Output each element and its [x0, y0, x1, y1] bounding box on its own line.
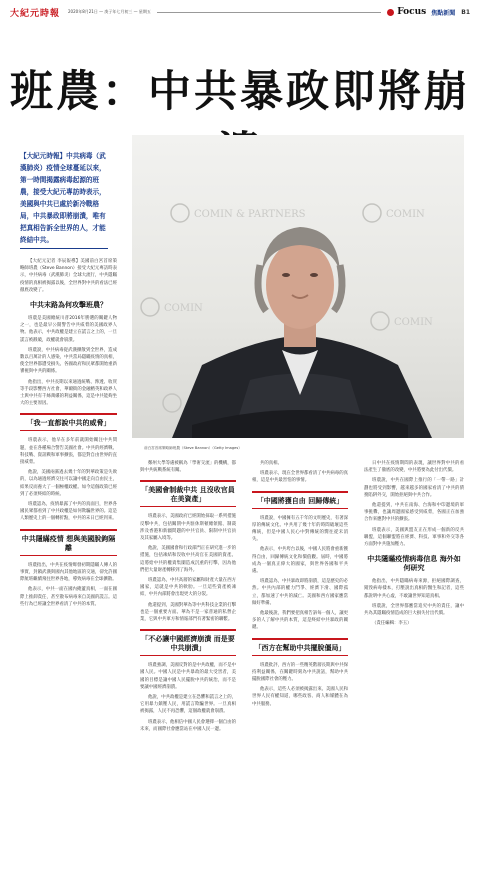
body-paragraph: 班農表示，他相信中國人民會選擇一個自由的未來，而國際社會應當站在中國人民一邊。	[140, 719, 236, 732]
body-paragraph: 班農說，中共病毒從武漢擴散到全世界，造成數以百萬計的人感染，中共當局隱瞞疫情的真相，使全世界都遭受損失。各國政府和民眾都開始重新審視與中共的關係。	[20, 347, 117, 375]
body-paragraph: 班農表示，現在全世界都看清了中共病毒的真相，這是中共最害怕的事情。	[252, 471, 348, 484]
section-heading: 「不必讓中國經濟崩潰 而是要中共崩潰」	[140, 629, 236, 656]
body-paragraph: 共的真相。	[260, 461, 282, 466]
article-column-4	[364, 460, 464, 858]
section-heading: 「我一直都說中共的威脅」	[20, 413, 117, 431]
body-paragraph: 他說，中共政權是建立在恐懼和謊言之上的，它用暴力鎮壓人民，用謊言欺騙世界。一旦真相被揭露，人民不再恐懼，這個政權就會崩潰。	[140, 695, 236, 715]
body-paragraph: 他還提到，美國對華為等中共科技企業的打擊也是一個重要方面。華為不是一家普通的私營企業，它與中共軍方和情報部門有著緊密的聯繫。	[140, 602, 236, 623]
masthead	[10, 4, 470, 20]
body-paragraph: 他說，美國國會和行政部門正在研究進一步的措施，包括凍結和沒收中共高官在美國的資產。這將給中共的權貴集團造成沉重的打擊，因為他們把大量財產轉移到了海外。	[140, 546, 236, 573]
body-paragraph: 班農指出，中共在疫情爆發初期隱瞞人傳人的事實，封鎖武漢與國內其他地區的交通，卻允許國際航班繼續飛往世界各地，導致病毒在全球擴散。	[20, 562, 117, 583]
svg-text:COMIN: COMIN	[164, 303, 203, 314]
body-paragraph: 他說，美國兩黨過去幾十年的對華政策是失敗的，以為通過經濟交往可以讓中國走向自由民主，結果反而養大了一個極權政權。如今這個政策已經到了必須終結的時候。	[20, 470, 117, 497]
body-paragraph: 班農說，中共在國際上推行的「一帶一路」計劃也將受到影響，越來越多的國家看清了中共的債務陷阱外交，開始拒絕與中共合作。	[364, 478, 464, 498]
focus-label: Focus	[397, 7, 427, 17]
svg-text:COMIN: COMIN	[386, 209, 425, 220]
photo-caption: 前白宮首席策略師班農（Steve Bannon）（Getty Images）	[144, 446, 242, 450]
body-paragraph: 他指出，中共長期以來通過統戰、滲透、收買等手段影響西方社會，華爾街的金融精英和政界人士與中共有千絲萬縷的利益關係，這是中共能夠坐大的主要原因。	[20, 379, 117, 407]
section-label: 焦點新聞	[431, 9, 456, 17]
page-number: B1	[461, 8, 470, 16]
body-paragraph: 他表示，中共垮台以後，中國人民將會重新獲得自由，回歸傳統文化和價值觀。屆時，中國將成為一個真正偉大的國家，與世界各國和平共處。	[252, 547, 348, 575]
newspaper-logo: 大紀元時報	[10, 8, 61, 19]
section-heading: 「中國將獲自由 回歸傳統」	[252, 491, 348, 509]
body-paragraph: 他還提到，中共在南海、台海和中印邊境的軍事挑釁，也讓周邊國家感受到威脅，各國正在加強合作來應對中共的擴張。	[364, 503, 464, 523]
body-paragraph: 班農表示，美國政府已經開始採取一系列措施反擊中共，包括關閉中共駐休斯頓總領館、制裁涉及香港和新疆問題的中共官員、限制中共官員及其家屬入境等。	[140, 514, 236, 542]
body-paragraph: 他表示，這些人必須被揭露出來。美國人民和世界人民有權知道，哪些政客、商人和媒體在為中共服務。	[252, 687, 348, 707]
masthead-rule	[157, 12, 381, 13]
body-paragraph: 班農說，中國擁有五千年的文明歷史，有著深厚的傳統文化。中共用了幾十年的時間破壞這些傳統，但是中國人民心中對傳統的嚮往從未消失。	[252, 515, 348, 543]
body-paragraph: 班農認為，中共暴政即將崩潰，這是歷史的必然。中共內部的權力鬥爭、經濟下滑、國際孤立，都加速了中共的滅亡。美國和西方國家應當做好準備。	[252, 579, 348, 606]
body-paragraph: 班農強調，美國反對的是中共政權，而不是中國人民。中國人民是中共暴政的最大受害者，美國的目標是讓中國人民擺脫中共的統治，而不是要讓中國經濟崩潰。	[140, 663, 236, 690]
section-heading: 中共末路為何攻擊班農？	[30, 300, 107, 310]
body-paragraph: 班農表示，美國與盟友正在形成一個新的反共聯盟，這個聯盟將在經濟、科技、軍事和外交等各方面對中共施加壓力。	[364, 527, 464, 548]
article-column-3	[252, 460, 348, 858]
section-heading: 「美國會制裁中共 且沒收官員在美資產」	[140, 480, 236, 507]
body-paragraph: 他指出，中共隱瞞病毒來源，拒絕國際調查，銷毀病毒樣本，打壓說出真相的醫生和記者，這些都說明中共心虛，不敢讓世界知道真相。	[364, 579, 464, 599]
body-paragraph: （責任編輯：李玉）	[372, 621, 412, 627]
section-heading: 中共隱瞞疫情 想與美國脫鉤隔離	[20, 529, 117, 556]
red-dot-icon	[387, 9, 394, 16]
body-paragraph: 班農批評，西方的一些精英階層長期與中共保持利益關係，在關鍵時刻為中共說話，幫助中共擺脫國際社會的壓力。	[252, 662, 348, 683]
body-paragraph: 鄭州大學等處被稱為「學術交流」的機構，都與中共統戰系統有關。	[140, 461, 236, 474]
body-paragraph: 【大紀元記者 李辰報導】美國前白宮首席策略師班農（Steve Bannon）接受大紀元專訪時表示，中共病毒（武漢肺炎）全球大流行，中共隱瞞疫情的真相被揭露以後，全世界對中共的看法已經徹底改變了。	[20, 259, 117, 293]
article-column-1	[20, 258, 117, 858]
lead-paragraph: 【大紀元時報】中共病毒（武漢肺炎）疫情全球蔓延以來，第一時間揭露病毒起源的班農，接受大紀元專訪時表示，美國與中共已處於新冷戰格局，中共暴政即將崩潰，唯有把真相告訴全世界的人，才能終結中共。	[20, 152, 106, 244]
body-paragraph: 班農認為，疫情暴露了中共的真面目，世界各國民眾都看到了中共政權是如何欺騙世界的。這是人類歷史上的一個轉折點，中共的末日已經到來。	[20, 502, 117, 522]
body-paragraph: 班農認為，中共高層的家屬和財產大量在西方國家，這就是中共的軟肋。一旦這些資產被凍結，中共內部將會出現更大的分裂。	[140, 578, 236, 598]
body-paragraph: 班農表示，他早在多年前就開始關注中共問題，並在各種場合警告美國社會。中共的經濟戰、科技戰、資訊戰和軍事擴張，都是對自由世界的直接威脅。	[20, 438, 117, 466]
body-paragraph: 班農是美國總統川普2016年勝選的關鍵人物之一，也是最早公開警告中共威脅的美國政界人物。他表示，中共政權是建立在謊言之上的，一旦謊言被戳破，政權就會崩潰。	[20, 316, 117, 343]
lead-rule	[20, 248, 108, 249]
bannon-photo	[132, 135, 464, 438]
section-heading: 「西方在幫助中共擺脫僵局」	[252, 638, 348, 656]
section-heading: 中共隱瞞疫情病毒信息 海外如何研究	[367, 554, 461, 573]
svg-text:COMIN & PARTNERS: COMIN & PARTNERS	[194, 209, 306, 220]
body-paragraph: 日中共在疫情期間的表現，讓世界對中共的看法產生了徹底的改變，中共將要為此付出代價。	[364, 461, 464, 474]
issue-date: 2020年8月21日 — 庚子年七月初三 — 星期五	[68, 9, 151, 14]
article-column-2	[140, 460, 236, 858]
headline: 班農：中共暴政即將崩	[10, 67, 470, 117]
svg-text:COMIN: COMIN	[394, 317, 433, 328]
body-paragraph: 班農說，全世界都應當追究中共的責任，讓中共為其隱瞞疫情造成的巨大損失付出代價。	[364, 603, 464, 617]
body-paragraph: 他表示，中共一面在國內掩蓋真相，一面在國際上推卸責任，甚至散布病毒來自美國的謊言。這些行為已經讓全世界看清了中共的本質。	[20, 587, 117, 607]
body-paragraph: 他最後說，我們要把真相告訴每一個人，讓更多的人了解中共的本質，這是終結中共暴政的關鍵。	[252, 611, 348, 631]
